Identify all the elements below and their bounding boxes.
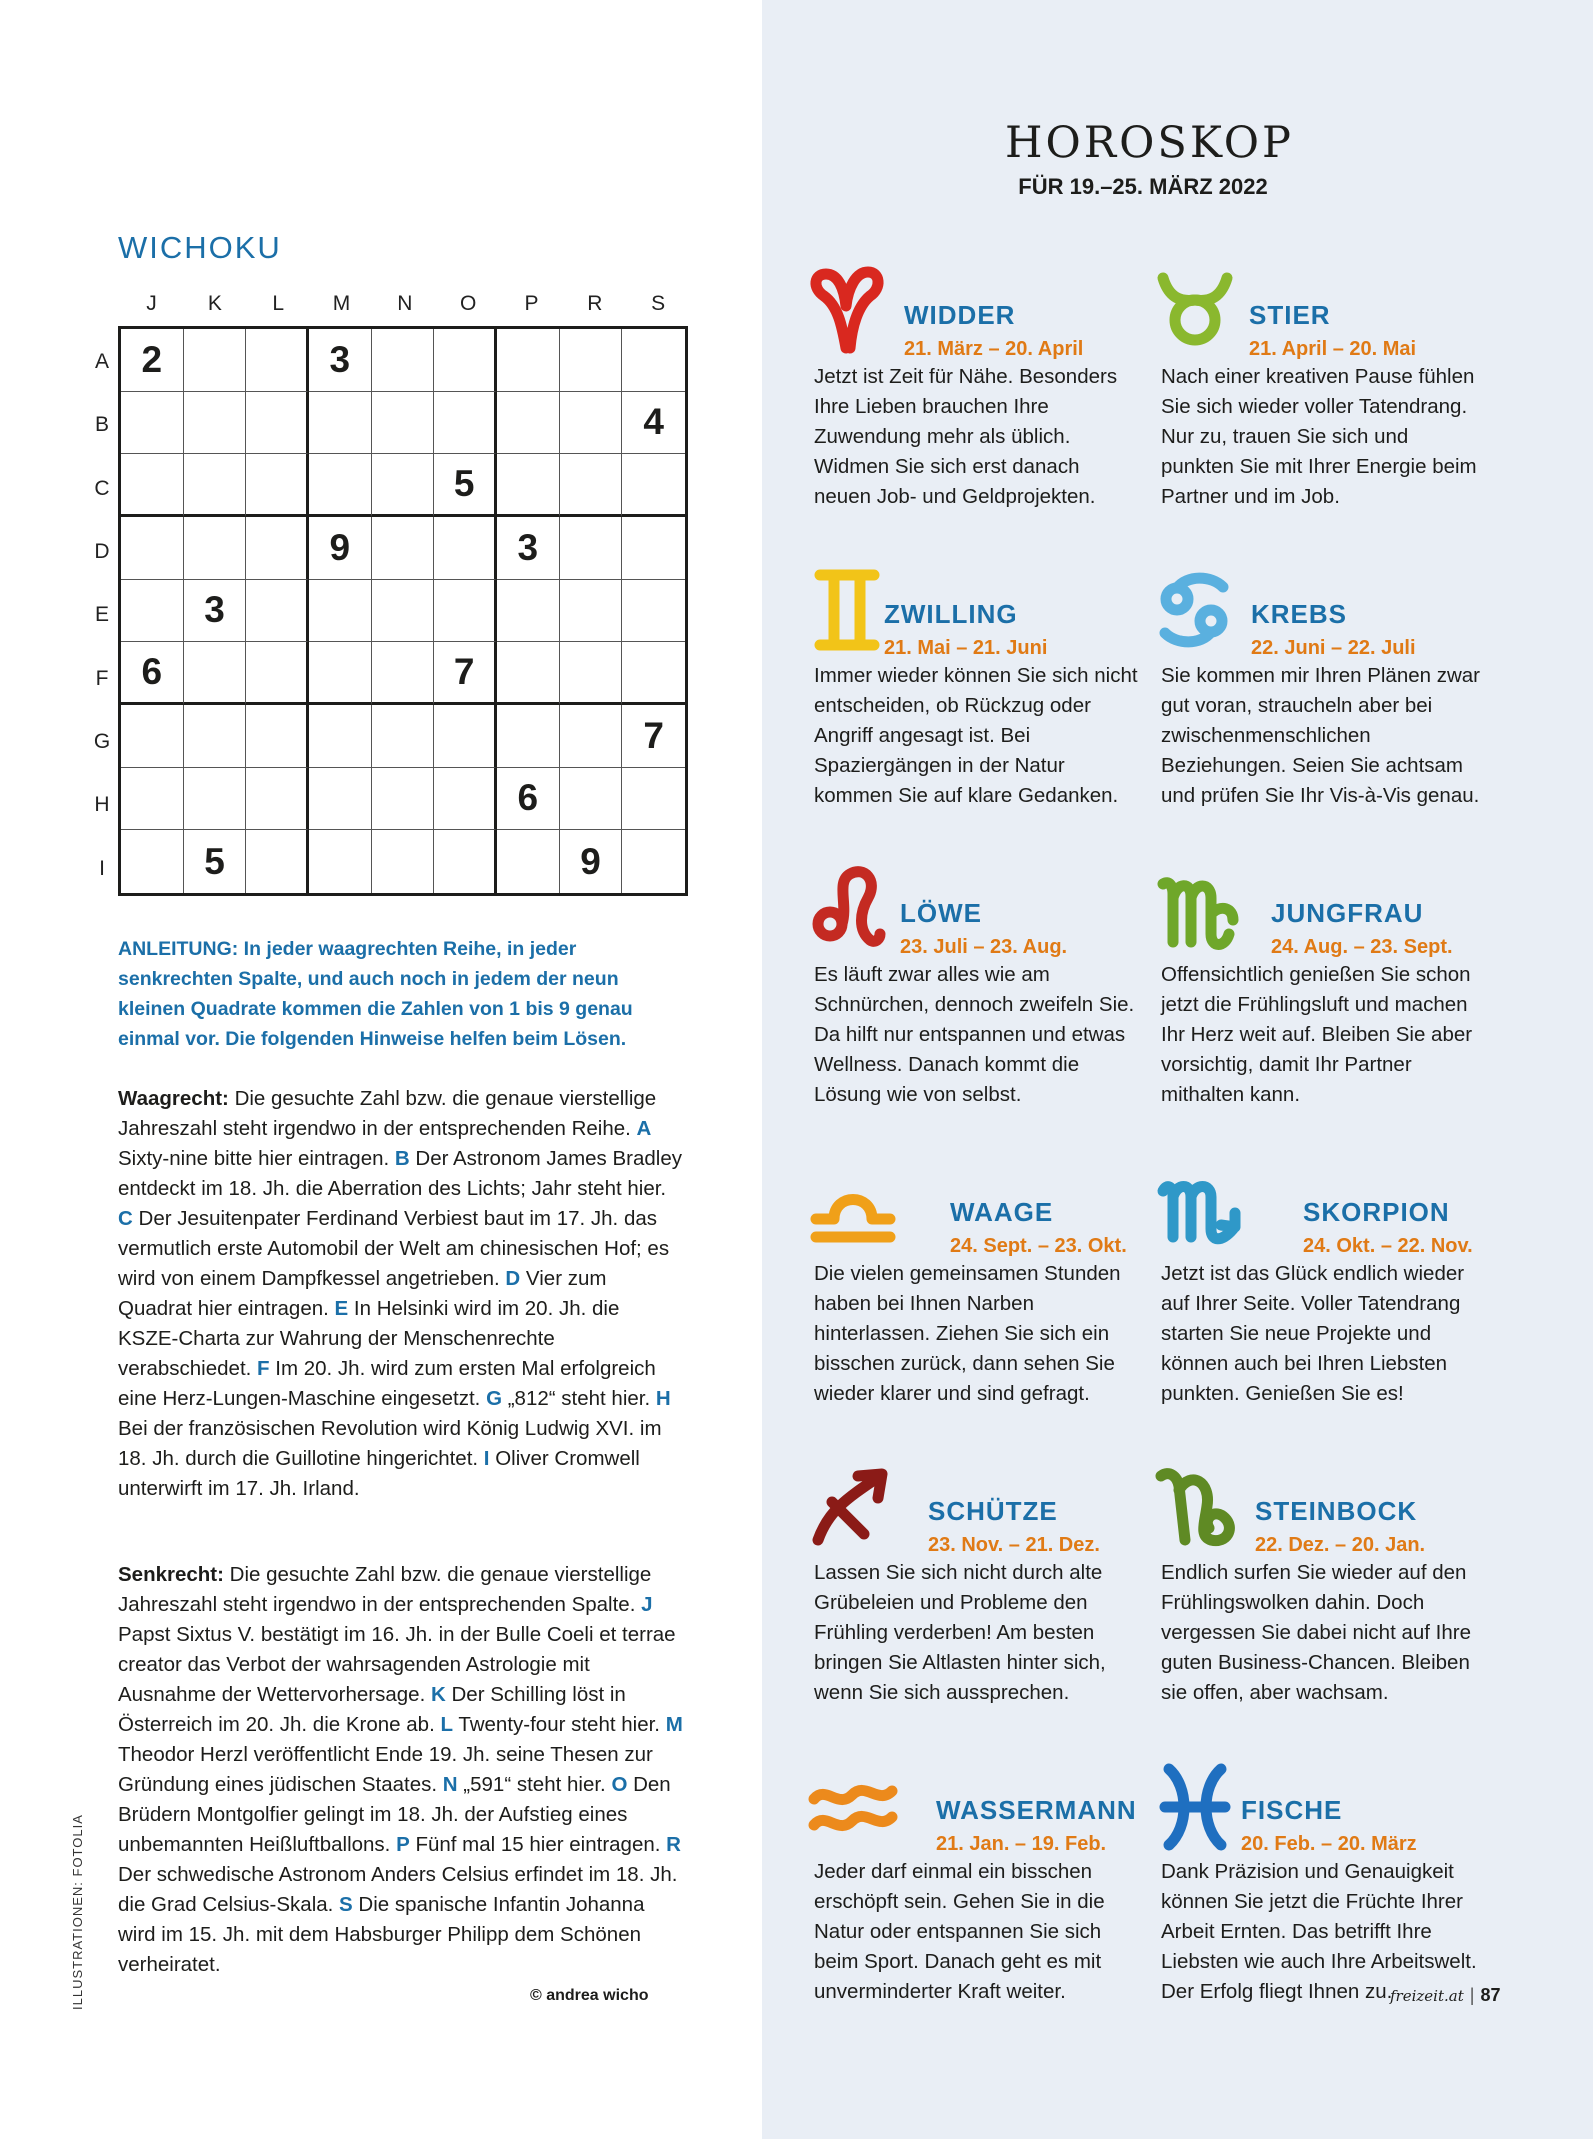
scorpio-icon xyxy=(1155,1163,1245,1253)
clue-key: B xyxy=(394,1147,410,1170)
virgo-icon xyxy=(1155,864,1245,954)
clue-intro: Die gesuchte Zahl bzw. die genaue vierstellige Jahreszahl steht irgendwo in der entsprechenden Reihe. xyxy=(118,1087,657,1140)
sign-dates: 23. Juli – 23. Aug. xyxy=(900,936,1068,958)
sudoku-cell[interactable] xyxy=(246,517,309,580)
copyright: © andrea wicho xyxy=(530,1987,649,2004)
clue-key: I xyxy=(483,1447,490,1470)
sudoku-cell[interactable] xyxy=(622,642,685,705)
sign-name: FISCHE xyxy=(1241,1795,1343,1825)
column-label: P xyxy=(524,292,539,315)
puzzle-title: WICHOKU xyxy=(118,230,282,265)
horoscope-title: HOROSKOP xyxy=(1005,118,1294,168)
sudoku-cell[interactable] xyxy=(121,705,184,768)
sudoku-cell[interactable]: 3 xyxy=(184,580,247,643)
sudoku-cell[interactable] xyxy=(434,517,497,580)
sign-name: STEINBOCK xyxy=(1255,1496,1418,1526)
sudoku-cell[interactable] xyxy=(121,768,184,831)
footer-separator: | xyxy=(1469,1985,1475,2005)
taurus-icon xyxy=(1155,266,1245,356)
sudoku-cell[interactable] xyxy=(497,705,560,768)
sign-text: Immer wieder können Sie sich nicht entscheiden, ob Rückzug oder Angriff angesagt ist. Bei Spaziergängen in der Natur kommen Sie auf klare Gedanken. xyxy=(814,664,1138,807)
sign-widder xyxy=(808,266,1138,536)
sudoku-cell[interactable] xyxy=(309,580,372,643)
sign-stier xyxy=(1155,266,1485,536)
row-labels xyxy=(90,326,118,896)
sudoku-cell[interactable] xyxy=(497,642,560,705)
clue-text: „812“ steht hier. xyxy=(502,1387,656,1410)
page-number: 87 xyxy=(1480,1985,1501,2005)
column-label: K xyxy=(207,292,222,315)
sagittarius-icon xyxy=(808,1462,898,1552)
clue-text: Theodor Herzl veröffentlicht Ende 19. Jh. seine Thesen zur Gründung eines jüdischen Staates. xyxy=(118,1743,653,1796)
row-label: D xyxy=(94,540,110,564)
sudoku-cell[interactable] xyxy=(246,392,309,455)
sign-name: SKORPION xyxy=(1303,1197,1450,1227)
sign-dates: 21. April – 20. Mai xyxy=(1249,338,1417,360)
row-label: E xyxy=(94,603,109,627)
sudoku-cell[interactable] xyxy=(372,392,435,455)
sign-waage xyxy=(808,1163,1138,1433)
sudoku-cell[interactable]: 5 xyxy=(184,830,247,893)
clue-key: E xyxy=(334,1297,349,1320)
sign-dates: 21. März – 20. April xyxy=(904,338,1084,360)
sudoku-cell[interactable] xyxy=(184,392,247,455)
sudoku-cell[interactable]: 7 xyxy=(622,705,685,768)
sign-text: Offensichtlich genießen Sie schon jetzt die Frühlingsluft und machen Ihr Herz weit auf. Bleiben Sie aber vorsichtig, damit Ihr Partner mithalten kann. xyxy=(1161,963,1473,1106)
sudoku-cell[interactable] xyxy=(497,392,560,455)
clue-key: M xyxy=(665,1713,683,1736)
sudoku-cell[interactable]: 3 xyxy=(309,329,372,392)
sudoku-cell[interactable] xyxy=(497,329,560,392)
column-label: O xyxy=(459,292,477,315)
sudoku-cell[interactable] xyxy=(309,642,372,705)
sudoku-cell[interactable] xyxy=(622,580,685,643)
column-label: R xyxy=(587,292,603,315)
sign-dates: 22. Juni – 22. Juli xyxy=(1251,637,1416,659)
sudoku-cell[interactable] xyxy=(622,768,685,831)
clue-text: In Helsinki wird im 20. Jh. die KSZE-Charta zur Wahrung der Menschenrechte verabschiedet. xyxy=(118,1297,620,1380)
column-label: N xyxy=(397,292,413,315)
sudoku-cell[interactable]: 9 xyxy=(560,830,623,893)
sudoku-cell[interactable] xyxy=(372,705,435,768)
row-label: B xyxy=(94,413,109,437)
sudoku-cell[interactable] xyxy=(434,329,497,392)
sudoku-cell[interactable] xyxy=(372,580,435,643)
clue-text: Bei der französischen Revolution wird König Ludwig XVI. im 18. Jh. durch die Guillotine hingerichtet. xyxy=(118,1417,662,1470)
sign-text: Jetzt ist Zeit für Nähe. Besonders Ihre Lieben brauchen Ihre Zuwendung mehr als üblich. Widmen Sie sich erst danach neuen Job- und Geldprojekten. xyxy=(814,365,1118,508)
leo-icon xyxy=(808,864,898,954)
sudoku-cell[interactable] xyxy=(560,517,623,580)
sudoku-cell[interactable] xyxy=(121,517,184,580)
sign-text: Jeder darf einmal ein bisschen erschöpft sein. Gehen Sie in die Natur oder entspannen Sie sich beim Sport. Danach geht es mit unverminderter Kraft weiter. xyxy=(814,1860,1105,2003)
sign-skorpion xyxy=(1155,1163,1485,1433)
sign-text: Jetzt ist das Glück endlich wieder auf Ihrer Seite. Voller Tatendrang starten Sie neue Projekte und können auch bei Ihren Liebsten punkten. Genießen Sie es! xyxy=(1161,1262,1465,1405)
horoscope-date: FÜR 19.–25. MÄRZ 2022 xyxy=(1018,174,1268,199)
sign-dates: 21. Jan. – 19. Feb. xyxy=(936,1833,1107,1855)
column-labels xyxy=(120,292,690,322)
sudoku-cell[interactable] xyxy=(246,329,309,392)
brand-name: freizeit.at xyxy=(1390,1987,1464,2005)
sudoku-cell[interactable] xyxy=(372,454,435,517)
sudoku-cell[interactable]: 5 xyxy=(434,454,497,517)
sudoku-cell[interactable] xyxy=(246,642,309,705)
sign-name: JUNGFRAU xyxy=(1271,898,1424,928)
sign-text: Endlich surfen Sie wieder auf den Frühlingswolken dahin. Doch vergessen Sie dabei nicht auf Ihre guten Business-Chancen. Bleiben sie offen, aber wachsam. xyxy=(1161,1561,1471,1704)
clue-intro: Die gesuchte Zahl bzw. die genaue vierstellige Jahreszahl steht irgendwo in der entsprechenden Spalte. xyxy=(118,1563,652,1616)
sign-name: SCHÜTZE xyxy=(928,1496,1058,1526)
sudoku-cell[interactable] xyxy=(309,768,372,831)
sign-text: Die vielen gemeinsamen Stunden haben bei Ihnen Narben hinterlassen. Ziehen Sie sich ein bisschen zurück, dann sehen Sie wieder klarer und sind gefragt. xyxy=(814,1262,1121,1405)
sign-text: Es läuft zwar alles wie am Schnürchen, dennoch zweifeln Sie. Da hilft nur entspannen und etwas Wellness. Danach kommt die Lösung wie von selbst. xyxy=(814,963,1135,1106)
sudoku-cell[interactable] xyxy=(497,454,560,517)
sudoku-cell[interactable]: 6 xyxy=(497,768,560,831)
clue-key: C xyxy=(118,1207,133,1230)
sudoku-cell[interactable] xyxy=(560,580,623,643)
sign-name: WIDDER xyxy=(904,300,1016,330)
sudoku-cell[interactable] xyxy=(246,454,309,517)
sudoku-cell[interactable] xyxy=(309,392,372,455)
sudoku-cell[interactable] xyxy=(121,454,184,517)
clue-key: H xyxy=(655,1387,671,1410)
sign-schuetze xyxy=(808,1462,1138,1732)
column-label: S xyxy=(651,292,666,315)
clues-vertical xyxy=(118,1560,683,1980)
sudoku-cell[interactable] xyxy=(434,830,497,893)
sudoku-cell[interactable] xyxy=(372,768,435,831)
sign-dates: 22. Dez. – 20. Jan. xyxy=(1255,1534,1426,1556)
sudoku-cell[interactable]: 4 xyxy=(622,392,685,455)
sudoku-cell[interactable] xyxy=(622,517,685,580)
clue-heading: Senkrecht: xyxy=(118,1563,224,1586)
column-label: L xyxy=(272,292,284,315)
sign-dates: 21. Mai – 21. Juni xyxy=(884,637,1048,659)
sudoku-cell[interactable] xyxy=(372,642,435,705)
sudoku-cell[interactable] xyxy=(372,830,435,893)
sudoku-cell[interactable] xyxy=(184,705,247,768)
sudoku-cell[interactable] xyxy=(434,580,497,643)
sudoku-cell[interactable] xyxy=(372,329,435,392)
sudoku-cell[interactable]: 9 xyxy=(309,517,372,580)
sudoku-cell[interactable] xyxy=(309,830,372,893)
row-label: C xyxy=(94,476,110,500)
sudoku-cell[interactable] xyxy=(560,392,623,455)
clue-text: Twenty-four steht hier. xyxy=(453,1713,666,1736)
sudoku-cell[interactable] xyxy=(560,642,623,705)
clue-key: G xyxy=(486,1387,503,1410)
sign-dates: 24. Sept. – 23. Okt. xyxy=(950,1235,1127,1257)
sign-text: Lassen Sie sich nicht durch alte Grübeleien und Probleme den Frühling verderben! Am besten bringen Sie Altlasten hinter sich, wenn Sie sich aussprechen. xyxy=(814,1561,1106,1704)
row-label: G xyxy=(93,730,111,754)
sign-name: WASSERMANN xyxy=(936,1795,1137,1825)
cancer-icon xyxy=(1155,565,1245,655)
sudoku-cell[interactable] xyxy=(434,768,497,831)
sign-name: WAAGE xyxy=(950,1197,1054,1227)
sign-wassermann xyxy=(808,1761,1138,2031)
clue-text: Der Jesuitenpater Ferdinand Verbiest baut im 17. Jh. das vermutlich erste Automobil der Welt am chinesischen Hof; es wird von einem Dampfkessel angetrieben. xyxy=(118,1207,670,1290)
clue-text: Vier zum Quadrat hier eintragen. xyxy=(118,1267,607,1320)
sign-name: KREBS xyxy=(1251,599,1348,629)
clue-text: Oliver Cromwell unterwirft im 17. Jh. Irland. xyxy=(118,1447,640,1500)
sudoku-cell[interactable] xyxy=(184,768,247,831)
sign-dates: 20. Feb. – 20. März xyxy=(1241,1833,1417,1855)
sign-loewe xyxy=(808,864,1138,1134)
clue-text: Die spanische Infantin Johanna wird im 15. Jh. mit dem Habsburger Philipp dem Schönen verheiratet. xyxy=(118,1893,645,1976)
row-label: H xyxy=(94,793,110,817)
clue-text: „591“ steht hier. xyxy=(457,1773,612,1796)
clue-key: P xyxy=(396,1833,410,1856)
sign-jungfrau xyxy=(1155,864,1485,1134)
pisces-icon xyxy=(1155,1761,1245,1851)
page-footer xyxy=(1390,1985,1500,2006)
clue-text: Der Astronom James Bradley entdeckt im 18. Jh. die Aberration des Lichts; Jahr steht hier. xyxy=(118,1147,683,1200)
sudoku-cell[interactable] xyxy=(121,830,184,893)
sign-zwilling xyxy=(808,565,1138,835)
sign-dates: 24. Aug. – 23. Sept. xyxy=(1271,936,1453,958)
sign-name: LÖWE xyxy=(900,898,982,928)
clue-key: D xyxy=(505,1267,521,1290)
sudoku-cell[interactable] xyxy=(309,454,372,517)
sudoku-cell[interactable]: 7 xyxy=(434,642,497,705)
capricorn-icon xyxy=(1155,1462,1245,1552)
sudoku-cell[interactable] xyxy=(622,830,685,893)
sign-text: Nach einer kreativen Pause fühlen Sie sich wieder voller Tatendrang. Nur zu, trauen Sie sich und punkten Sie mit Ihrer Energie beim Partner und im Job. xyxy=(1161,365,1477,508)
sudoku-grid xyxy=(118,326,688,896)
sudoku-cell[interactable] xyxy=(184,329,247,392)
sign-dates: 24. Okt. – 22. Nov. xyxy=(1303,1235,1473,1257)
sudoku-cell[interactable] xyxy=(184,517,247,580)
sudoku-cell[interactable] xyxy=(246,705,309,768)
sudoku-cell[interactable]: 3 xyxy=(497,517,560,580)
sudoku-cell[interactable] xyxy=(246,580,309,643)
aquarius-icon xyxy=(808,1761,898,1851)
sign-name: ZWILLING xyxy=(884,599,1018,629)
photo-credit: ILLUSTRATIONEN: FOTOLIA xyxy=(70,1814,85,2010)
column-label: M xyxy=(332,292,351,315)
clue-key: L xyxy=(440,1713,453,1736)
clue-key: S xyxy=(339,1893,353,1916)
sudoku-cell[interactable]: 2 xyxy=(121,329,184,392)
puzzle-instructions: ANLEITUNG: In jeder waagrechten Reihe, in jeder senkrechten Spalte, und auch noch in jedem der neun kleinen Quadrate kommen die Zahlen von 1 bis 9 genau einmal vor. Die folgenden Hinweise helfen beim Lösen. xyxy=(118,938,633,1050)
clue-key: A xyxy=(636,1117,652,1140)
sign-name: STIER xyxy=(1249,300,1331,330)
sign-dates: 23. Nov. – 21. Dez. xyxy=(928,1534,1100,1556)
clue-key: N xyxy=(442,1773,458,1796)
sudoku-cell[interactable] xyxy=(121,392,184,455)
sudoku-cell[interactable] xyxy=(184,642,247,705)
clue-text: Im 20. Jh. wird zum ersten Mal erfolgreich eine Herz-Lungen-Maschine eingesetzt. xyxy=(118,1357,656,1410)
clue-heading: Waagrecht: xyxy=(118,1087,229,1110)
clue-key: O xyxy=(611,1773,628,1796)
clue-key: J xyxy=(641,1593,653,1616)
row-label: I xyxy=(99,856,105,880)
row-label: A xyxy=(94,350,109,374)
sudoku-cell[interactable] xyxy=(372,517,435,580)
sudoku-cell[interactable] xyxy=(560,705,623,768)
clue-text: Den Brüdern Montgolfier gelingt im 18. Jh. der Aufstieg eines unbemannten Heißluftballons. xyxy=(118,1773,671,1856)
sudoku-cell[interactable] xyxy=(497,830,560,893)
sudoku-cell[interactable] xyxy=(497,580,560,643)
sudoku-cell[interactable] xyxy=(309,705,372,768)
sudoku-cell[interactable] xyxy=(560,329,623,392)
sudoku-cell[interactable] xyxy=(434,392,497,455)
clues-horizontal xyxy=(118,1084,683,1504)
sudoku-cell[interactable] xyxy=(246,830,309,893)
clue-text: Der schwedische Astronom Anders Celsius erfindet im 18. Jh. die Grad Celsius-Skala. xyxy=(118,1863,678,1916)
sign-steinbock xyxy=(1155,1462,1485,1732)
aries-icon xyxy=(808,266,898,356)
clue-key: R xyxy=(666,1833,681,1856)
sudoku-cell[interactable]: 6 xyxy=(121,642,184,705)
sign-text: Dank Präzision und Genauigkeit können Sie jetzt die Früchte Ihrer Arbeit Ernten. Das betrifft Ihre Liebsten wie auch Ihre Arbeitswelt. Der Erfolg fliegt Ihnen zu. xyxy=(1161,1860,1477,2003)
sudoku-cell[interactable] xyxy=(121,580,184,643)
clue-text: Sixty-nine bitte hier eintragen. xyxy=(118,1147,395,1170)
row-label: F xyxy=(95,666,109,690)
sudoku-cell[interactable] xyxy=(560,768,623,831)
clue-text: Fünf mal 15 hier eintragen. xyxy=(409,1833,667,1856)
clue-text: Der Schilling löst in Österreich im 20. Jh. die Krone ab. xyxy=(118,1683,626,1736)
libra-icon xyxy=(808,1163,898,1253)
sudoku-cell[interactable] xyxy=(246,768,309,831)
column-label: J xyxy=(146,292,157,315)
sudoku-cell[interactable] xyxy=(434,705,497,768)
sudoku-cell[interactable] xyxy=(622,329,685,392)
clue-key: K xyxy=(430,1683,446,1706)
sign-krebs xyxy=(1155,565,1485,835)
sudoku-cell[interactable] xyxy=(622,454,685,517)
clue-key: F xyxy=(257,1357,270,1380)
clue-text: Papst Sixtus V. bestätigt im 16. Jh. in der Bulle Coeli et terrae creator das Verbot der wahrsagenden Astrologie mit Ausnahme der Wettervorhersage. xyxy=(118,1623,676,1706)
sudoku-cell[interactable] xyxy=(560,454,623,517)
sudoku-cell[interactable] xyxy=(184,454,247,517)
sign-text: Sie kommen mir Ihren Plänen zwar gut voran, straucheln aber bei zwischenmenschlichen Beziehungen. Seien Sie achtsam und prüfen Sie Ihr Vis-à-Vis genau. xyxy=(1161,664,1481,807)
